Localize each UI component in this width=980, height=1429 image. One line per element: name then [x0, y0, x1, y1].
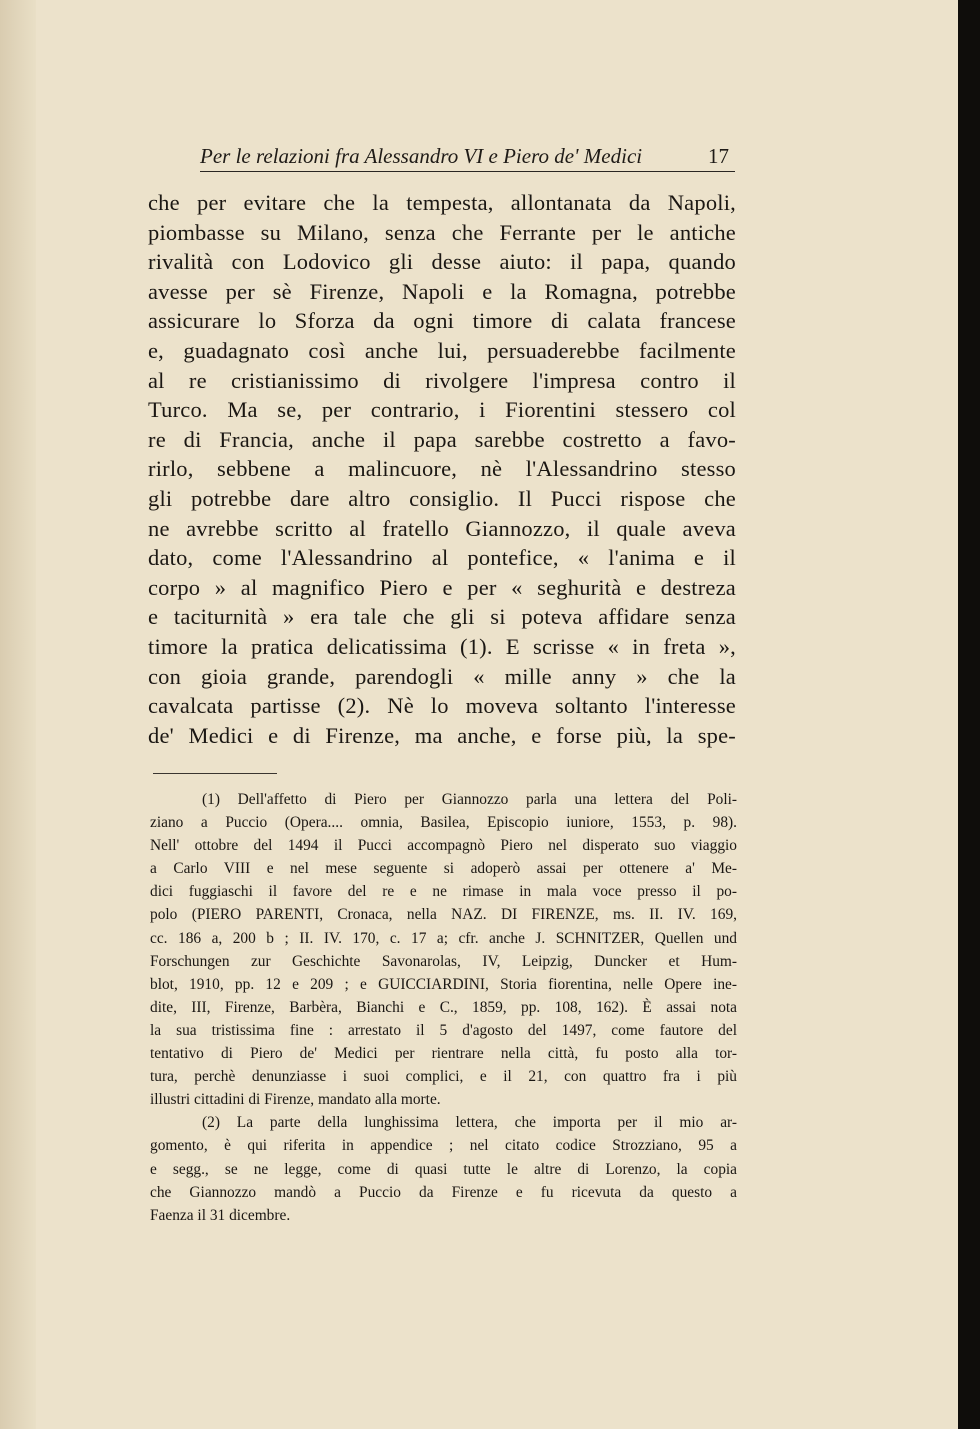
body-line: timore la pratica delicatissima (1). E scrisse « in freta »,	[148, 633, 736, 659]
body-line: con gioia grande, parendogli « mille anny » che la	[148, 663, 736, 689]
footnote-line: e segg., se ne legge, come di quasi tutte le altre di Lorenzo, la copia	[150, 1160, 737, 1178]
footnote-line: ziano a Puccio (Opera.... omnia, Basilea, Episcopio iuniore, 1553, p. 98).	[150, 814, 737, 832]
body-line: Turco. Ma se, per contrario, i Fiorentini stessero col	[148, 397, 736, 423]
footnote-line: Forschungen zur Geschichte Savonarolas, IV, Leipzig, Duncker et Hum-	[150, 952, 737, 970]
body-line: dato, come l'Alessandrino al pontefice, « l'anima e il	[148, 545, 736, 571]
body-line: e, guadagnato così anche lui, persuaderebbe facilmente	[148, 337, 736, 363]
body-line: cavalcata partisse (2). Nè lo moveva soltanto l'interesse	[148, 693, 736, 719]
footnote-line: dite, III, Firenze, Barbèra, Bianchi e C., 1859, pp. 108, 162). È assai nota	[150, 998, 737, 1016]
gutter-shadow	[0, 0, 36, 1429]
footnote-line: dici fuggiaschi il favore del re e ne rimase in mala voce presso il po-	[150, 883, 737, 901]
footnote-line: tura, perchè denunziasse i suoi complici, e il 21, con quattro fra i più	[150, 1068, 737, 1086]
body-line: rivalità con Lodovico gli desse aiuto: il papa, quando	[148, 249, 736, 275]
body-line: e taciturnità » era tale che gli si poteva affidare senza	[148, 604, 736, 630]
footnote-line: Nell' ottobre del 1494 il Pucci accompagnò Piero nel disperato suo viaggio	[150, 837, 737, 855]
footnote-line: la sua tristissima fine : arrestato il 5 d'agosto del 1497, come fautore del	[150, 1021, 737, 1039]
body-line: re di Francia, anche il papa sarebbe costretto a favo-	[148, 426, 736, 452]
footnotes	[150, 788, 737, 1227]
page-header	[200, 141, 735, 172]
footnote-line: blot, 1910, pp. 12 e 209 ; e GUICCIARDINI, Storia fiorentina, nelle Opere ine-	[150, 975, 737, 993]
footnote-line: (1) Dell'affetto di Piero per Giannozzo parla una lettera del Poli-	[202, 791, 737, 808]
body-line: piombasse su Milano, senza che Ferrante per le antiche	[148, 219, 736, 245]
footnote-line: polo (PIERO PARENTI, Cronaca, nella NAZ. DI FIRENZE, ms. II. IV. 169,	[150, 906, 737, 924]
footnote-line: illustri cittadini di Firenze, mandato alla morte.	[150, 1091, 441, 1109]
footnote-line: a Carlo VIII e nel mese seguente si adoperò assai per ottenere a' Me-	[150, 860, 737, 878]
footnote-line: tentativo di Piero de' Medici per rientrare nella città, fu posto alla tor-	[150, 1045, 737, 1063]
footnote-line: Faenza il 31 dicembre.	[150, 1206, 291, 1224]
footnote-line: (2) La parte della lunghissima lettera, che importa per il mio ar-	[202, 1114, 737, 1132]
main-text	[148, 188, 736, 750]
footnote-line: cc. 186 a, 200 b ; II. IV. 170, c. 17 a; cfr. anche J. SCHNITZER, Quellen und	[150, 929, 737, 947]
body-line: assicurare lo Sforza da ogni timore di calata francese	[148, 308, 736, 334]
body-line: che per evitare che la tempesta, allontanata da Napoli,	[148, 190, 736, 215]
body-line: de' Medici e di Firenze, ma anche, e forse più, la spe-	[148, 722, 736, 748]
body-line: al re cristianissimo di rivolgere l'impresa contro il	[148, 367, 736, 393]
body-line: avesse per sè Firenze, Napoli e la Romagna, potrebbe	[148, 278, 736, 304]
body-line: rirlo, sebbene a malincuore, nè l'Alessandrino stesso	[148, 456, 736, 482]
body-line: gli potrebbe dare altro consiglio. Il Pucci rispose che	[148, 485, 736, 511]
footnote-line: che Giannozzo mandò a Puccio da Firenze e fu ricevuta da questo a	[150, 1183, 737, 1201]
page-edge	[958, 0, 980, 1429]
footnote-separator	[153, 773, 277, 774]
body-line: corpo » al magnifico Piero e per « seghurità e destreza	[148, 574, 736, 600]
body-line: ne avrebbe scritto al fratello Giannozzo, il quale aveva	[148, 515, 736, 541]
running-title: Per le relazioni fra Alessandro VI e Piero de' Medici	[200, 144, 643, 168]
footnote-line: gomento, è qui riferita in appendice ; nel citato codice Strozziano, 95 a	[150, 1137, 737, 1155]
page-number: 17	[708, 144, 729, 168]
